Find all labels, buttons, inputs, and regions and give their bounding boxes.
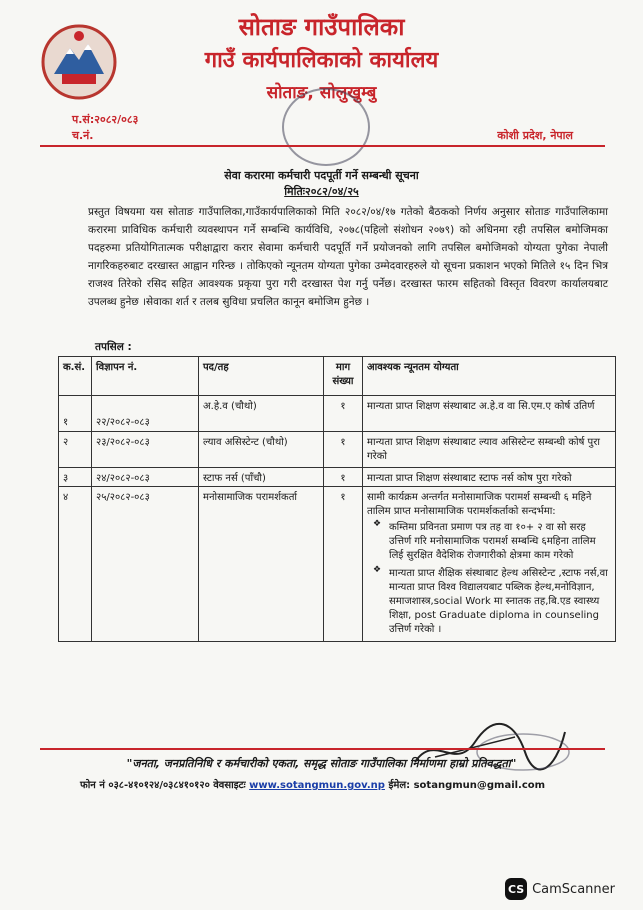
camscanner-watermark xyxy=(505,878,615,900)
cell-post: ल्याव असिस्टेन्ट (चौथो) xyxy=(199,432,324,468)
cell-adv: २३/२०८२-०८३ xyxy=(92,432,199,468)
cell-qualification xyxy=(363,487,616,642)
footer-divider xyxy=(40,748,605,750)
cell-sn: ४ xyxy=(59,487,92,642)
website-link[interactable]: www.sotangmun.gov.np xyxy=(249,780,385,791)
header-divider xyxy=(40,145,605,147)
cell-qualification: मान्यता प्राप्त शिक्षण संस्थाबाट अ.हे.व वा सि.एम.ए कोर्ष उतिर्ण xyxy=(363,396,616,432)
col-header-qualification: आवश्यक न्यूनतम योग्यता xyxy=(363,357,616,396)
schedule-label: तपसिल : xyxy=(95,341,132,353)
table-row xyxy=(59,468,616,487)
cell-adv: २५/२०८२-०८३ xyxy=(92,487,199,642)
email-text: sotangmun@gmail.com xyxy=(413,780,546,791)
table-row xyxy=(59,432,616,468)
cell-count: १ xyxy=(324,396,363,432)
qualification-intro: सामी कार्यक्रम अन्तर्गत मनोसामाजिक परामर्श सम्बन्धी ६ महिने तालिम प्राप्त मनोसामाजिक परामर्शकर्ताको सन्दर्भमा: xyxy=(367,492,592,517)
col-header-adv: विज्ञापन नं. xyxy=(92,357,199,396)
cell-adv: २२/२०८२-०८३ xyxy=(92,396,199,432)
cell-count: १ xyxy=(324,468,363,487)
cell-post: मनोसामाजिक परामर्शकर्ता xyxy=(199,487,324,642)
camscanner-logo-icon: CS xyxy=(505,878,527,900)
municipality-name: सोताङ गाउँपालिका xyxy=(238,13,405,41)
office-location: सोताङ, सोलुखुम्बु xyxy=(266,83,377,103)
notice-body: प्रस्तुत विषयमा यस सोताङ गाउँपालिका,गाउँकार्यपालिकाको मिति २०८२/०४/१७ गतेको बैठकको निर्णय अनुसार सोताङ गाउँपालिकामा करारमा प्राविधिक कर्मचारी व्यवस्थापन गर्ने सम्बन्धि कार्यविधि, २०७८(पहिलो संशोधन २०७९) को अधिनमा रही तपसिल बमोजिमका पदहरुमा प्रतियोगितात्मक परीक्षाद्वारा करार सेवामा कर्मचारी पदपूर्ति गर्ने प्रयोजनको लागि तपसिल बमोजिमको योग्यता पुगेका नेपाली नागरिकहरुबाट दरखास्त आह्वान गरिन्छ । तोकिएको न्यूनतम योग्यता पुगेका उम्मेदवारहरुले यो सूचना प्रकाशन भएको मितिले १५ दिन भित्र राजश्व तिरेको रसिद सहित आवश्यक प्रकृया पुरा गरी दरखास्त पेश गर्नु पर्नेछ। दरखास्त फारम सहितको विस्तृत विवरण कार्यालयबाट उपलब्ध हुनेछ ।सेवाका शर्त र तलब सुविधा प्रचलित कानून बमोजिम हुनेछ । xyxy=(88,206,608,308)
cell-qualification: मान्यता प्राप्त शिक्षण संस्थाबाट ल्याव असिस्टेन्ट सम्बन्धी कोर्ष पुरा गरेको xyxy=(363,432,616,468)
vacancy-table xyxy=(58,356,616,642)
reference-number: प.सं:२०८२/०८३ xyxy=(72,113,139,126)
cell-count: १ xyxy=(324,487,363,642)
cell-qualification: मान्यता प्राप्त शिक्षण संस्थाबाट स्टाफ नर्स कोष पुरा गरेको xyxy=(363,468,616,487)
list-item: ❖ मान्यता प्राप्त शैक्षिक संस्थाबाट हेल्थ असिस्टेन्ट ,स्टाफ नर्स,वा मान्यता प्राप्त विश्व विद्यालयबाट पब्लिक हेल्थ,मनोविज्ञान, समाजशास्त्र,social Work मा स्नातक तह,बि.एड स्वास्थ्य शिक्षा, post Graduate diploma in counseling उत्तिर्ण गरेको । xyxy=(389,565,611,635)
cell-adv: २४/२०८२-०८३ xyxy=(92,468,199,487)
phone-text: फोन नं ०३८-४१०१२४/०३८४१०१२० वेवसाइटः xyxy=(80,780,246,791)
cell-post: अ.हे.व (चौथो) xyxy=(199,396,324,432)
cell-sn: ३ xyxy=(59,468,92,487)
camscanner-label: CamScanner xyxy=(532,881,615,897)
cell-sn: १ xyxy=(59,396,92,432)
list-item: ❖ कम्तिमा प्रविनता प्रमाण पत्र तह वा १०+ २ वा सो सरह उत्तिर्ण गरि मनोसामाजिक परामर्श सम्बन्धि ६महिना तालिम लिई सुरक्षित वैदेशिक रोजगारीको क्षेत्रमा काम गरेको xyxy=(389,519,611,561)
col-header-post: पद/तह xyxy=(199,357,324,396)
dispatch-number: च.नं. xyxy=(72,129,94,142)
cell-count: १ xyxy=(324,432,363,468)
table-header-row xyxy=(59,357,616,396)
office-name: गाउँ कार्यपालिकाको कार्यालय xyxy=(204,48,439,73)
col-header-count: माग संख्या xyxy=(324,357,363,396)
motto-text: "जनता, जनप्रतिनिधि र कर्मचारीको एकता, समृद्ध सोताङ गाउँपालिका निर्माणमा हाम्रो प्रतिवद्धता" xyxy=(126,757,517,770)
email-label: ईमेल: xyxy=(388,780,411,791)
cell-sn: २ xyxy=(59,432,92,468)
col-header-sn: क.सं. xyxy=(59,357,92,396)
province-name: कोशी प्रदेश, नेपाल xyxy=(497,129,573,142)
cell-post: स्टाफ नर्स (पाँचौ) xyxy=(199,468,324,487)
office-seal xyxy=(282,88,370,166)
table-row xyxy=(59,487,616,642)
contact-line xyxy=(80,777,545,791)
notice-date: मितिः२०८२/०४/२५ xyxy=(284,185,359,198)
qualification-list xyxy=(367,519,611,635)
table-row xyxy=(59,396,616,432)
notice-subject: सेवा करारमा कर्मचारी पदपूर्ती गर्ने सम्बन्धी सूचना xyxy=(224,169,419,182)
